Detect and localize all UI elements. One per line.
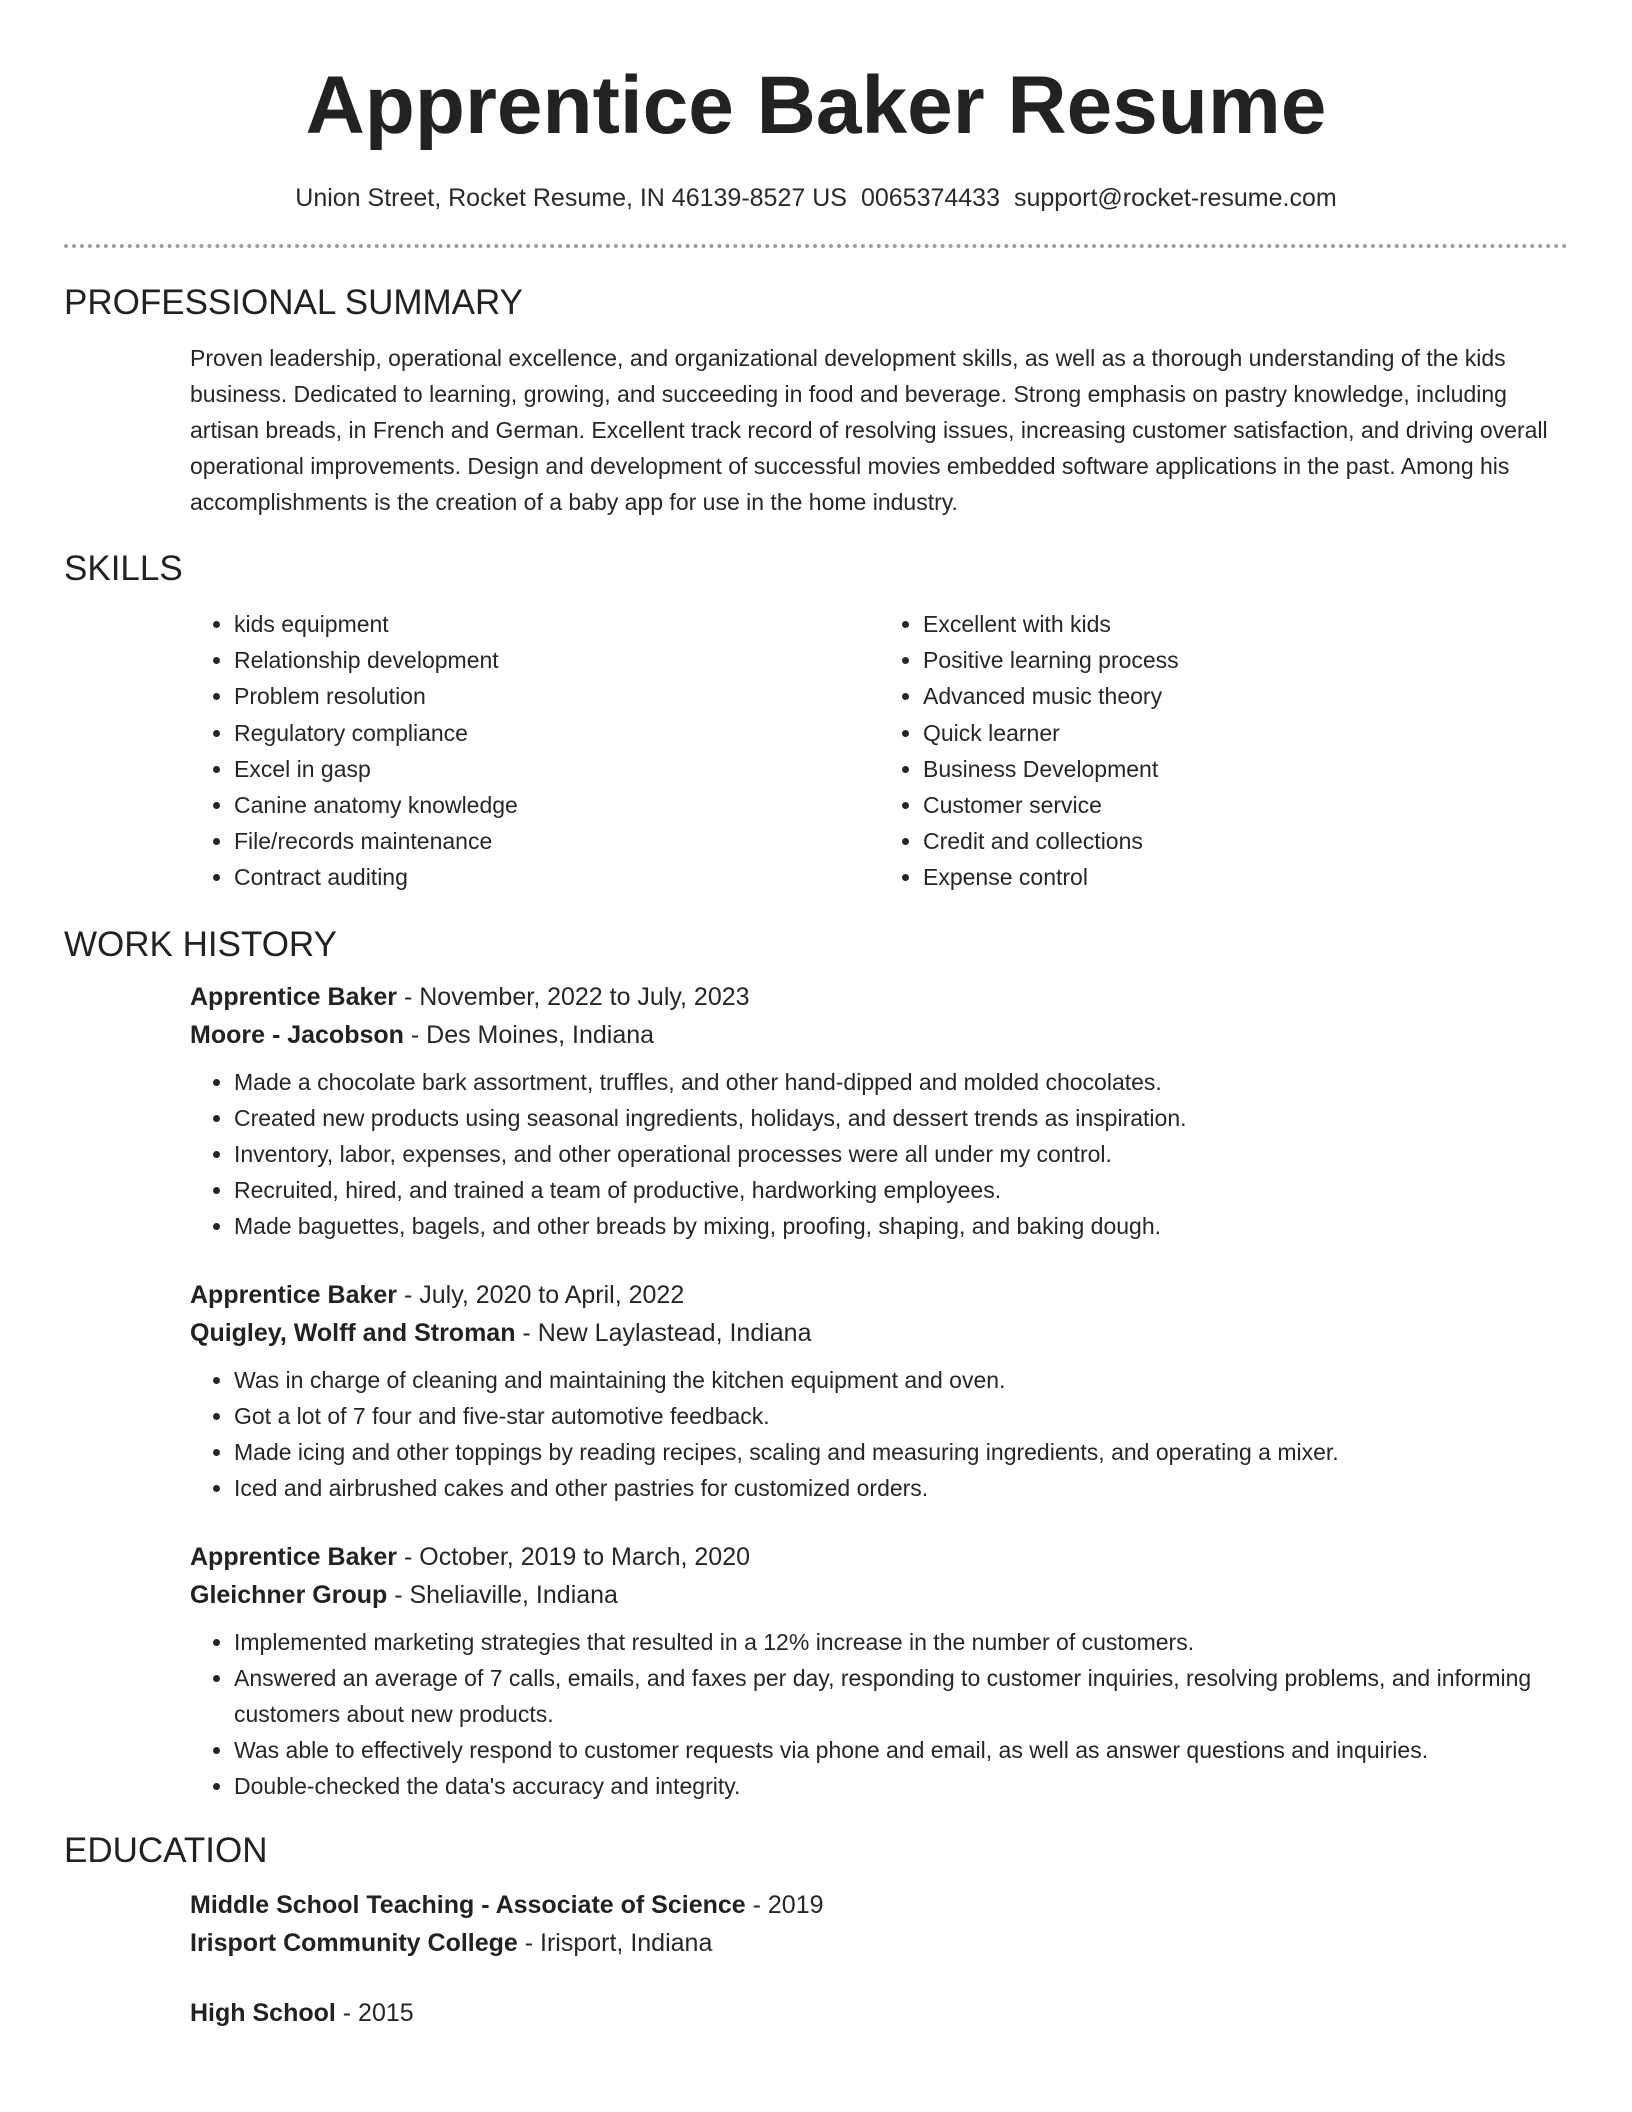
- job-duty: • Double-checked the data's accuracy and integrity.: [234, 1768, 1568, 1804]
- skill-item: • File/records maintenance: [234, 823, 879, 859]
- education-school: Irisport Community College: [190, 1928, 518, 1957]
- education-degree: High School: [190, 1998, 336, 2027]
- education-degree: Middle School Teaching - Associate of Science: [190, 1890, 746, 1919]
- skill-item: • Customer service: [923, 787, 1568, 823]
- job-company: Moore - Jacobson: [190, 1020, 404, 1049]
- job-entry: [190, 1276, 1568, 1506]
- skill-item: • Excellent with kids: [923, 606, 1568, 642]
- contact-email: support@rocket-resume.com: [1014, 184, 1337, 212]
- job-duty: • Inventory, labor, expenses, and other operational processes were all under my control.: [234, 1136, 1568, 1172]
- skill-item: • Advanced music theory: [923, 678, 1568, 714]
- skill-item: • Canine anatomy knowledge: [234, 787, 879, 823]
- job-title-line: [190, 1538, 1568, 1576]
- resume-page: [64, 0, 1568, 2032]
- summary-heading: PROFESSIONAL SUMMARY: [64, 283, 523, 322]
- job-duty: • Recruited, hired, and trained a team of productive, hardworking employees.: [234, 1172, 1568, 1208]
- job-company-line: [190, 1016, 1568, 1054]
- job-title: Apprentice Baker: [190, 982, 398, 1011]
- education-entry: [190, 1994, 1568, 2032]
- job-duty: • Made icing and other toppings by reading recipes, scaling and measuring ingredients, and operating a mixer.: [234, 1434, 1568, 1470]
- job-duties: [190, 1064, 1568, 1244]
- skill-item: • Regulatory compliance: [234, 715, 879, 751]
- job-duty: • Made baguettes, bagels, and other breads by mixing, proofing, shaping, and baking dough.: [234, 1208, 1568, 1244]
- job-location: - Sheliaville, Indiana: [387, 1580, 618, 1609]
- skill-item: • Quick learner: [923, 715, 1568, 751]
- job-duties: [190, 1362, 1568, 1506]
- job-duty: • Created new products using seasonal ingredients, holidays, and dessert trends as inspiration.: [234, 1100, 1568, 1136]
- job-title: Apprentice Baker: [190, 1542, 398, 1571]
- contact-address: Union Street, Rocket Resume, IN 46139-8527 US: [295, 184, 847, 212]
- job-company-line: [190, 1314, 1568, 1352]
- job-entry: [190, 978, 1568, 1244]
- job-dates: - November, 2022 to July, 2023: [397, 982, 750, 1011]
- job-duty: • Was able to effectively respond to customer requests via phone and email, as well as answer questions and inquiries.: [234, 1732, 1568, 1768]
- skill-item: • Positive learning process: [923, 642, 1568, 678]
- job-duty: • Was in charge of cleaning and maintaining the kitchen equipment and oven.: [234, 1362, 1568, 1398]
- job-duty: • Answered an average of 7 calls, emails, and faxes per day, responding to customer inquiries, resolving problems, and informing customers about new products.: [234, 1660, 1568, 1732]
- job-title: Apprentice Baker: [190, 1280, 398, 1309]
- contact-line: [64, 182, 1568, 214]
- job-location: - Des Moines, Indiana: [403, 1020, 655, 1049]
- skills-list-left: [190, 606, 879, 896]
- education-location: - Irisport, Indiana: [517, 1928, 713, 1957]
- job-dates: - October, 2019 to March, 2020: [397, 1542, 751, 1571]
- job-duty: • Made a chocolate bark assortment, truffles, and other hand-dipped and molded chocolates.: [234, 1064, 1568, 1100]
- job-duty: • Iced and airbrushed cakes and other pastries for customized orders.: [234, 1470, 1568, 1506]
- skill-item: • Problem resolution: [234, 678, 879, 714]
- work-history-section: [190, 978, 1568, 1804]
- job-company: Gleichner Group: [190, 1580, 388, 1609]
- job-duty: • Got a lot of 7 four and five-star automotive feedback.: [234, 1398, 1568, 1434]
- education-degree-line: [190, 1994, 1568, 2032]
- job-company-line: [190, 1576, 1568, 1614]
- skill-item: • Contract auditing: [234, 859, 879, 895]
- education-heading: EDUCATION: [64, 1830, 268, 1870]
- job-company: Quigley, Wolff and Stroman: [190, 1318, 516, 1347]
- job-entry: [190, 1538, 1568, 1804]
- skills-columns: [190, 606, 1568, 896]
- job-location: - New Laylastead, Indiana: [515, 1318, 812, 1347]
- education-section: [190, 1886, 1568, 2032]
- education-entry: [190, 1886, 1568, 1962]
- education-year: - 2019: [745, 1890, 824, 1919]
- skill-item: • Business Development: [923, 751, 1568, 787]
- job-title-line: [190, 978, 1568, 1016]
- skill-item: • Credit and collections: [923, 823, 1568, 859]
- education-degree-line: [190, 1886, 1568, 1924]
- summary-section: [190, 340, 1568, 520]
- job-title-line: [190, 1276, 1568, 1314]
- education-year: - 2015: [335, 1998, 414, 2027]
- job-dates: - July, 2020 to April, 2022: [397, 1280, 685, 1309]
- education-school-line: [190, 1924, 1568, 1962]
- skill-item: • Relationship development: [234, 642, 879, 678]
- contact-phone: 0065374433: [860, 184, 1000, 212]
- summary-text: Proven leadership, operational excellence, and organizational development skills, as well as a thorough understanding of the kids business. Dedicated to learning, growing, and succeeding in food and beverage. Strong emphasis on pastry knowledge, including artisan breads, in French and German. Excellent track record of resolving issues, increasing customer satisfaction, and driving overall operational improvements. Design and development of successful movies embedded software applications in the past. Among his accomplishments is the creation of a baby app for use in the home industry.: [190, 345, 1548, 515]
- job-duties: [190, 1624, 1568, 1804]
- work-history-heading: WORK HISTORY: [64, 924, 337, 964]
- skill-item: • Expense control: [923, 859, 1568, 895]
- skills-section: [190, 606, 1568, 896]
- skill-item: • kids equipment: [234, 606, 879, 642]
- skill-item: • Excel in gasp: [234, 751, 879, 787]
- skills-list-right: [879, 606, 1568, 896]
- resume-title: Apprentice Baker Resume: [305, 60, 1327, 151]
- header-divider: [64, 244, 1568, 248]
- skills-heading: SKILLS: [64, 549, 183, 588]
- job-duty: • Implemented marketing strategies that resulted in a 12% increase in the number of customers.: [234, 1624, 1568, 1660]
